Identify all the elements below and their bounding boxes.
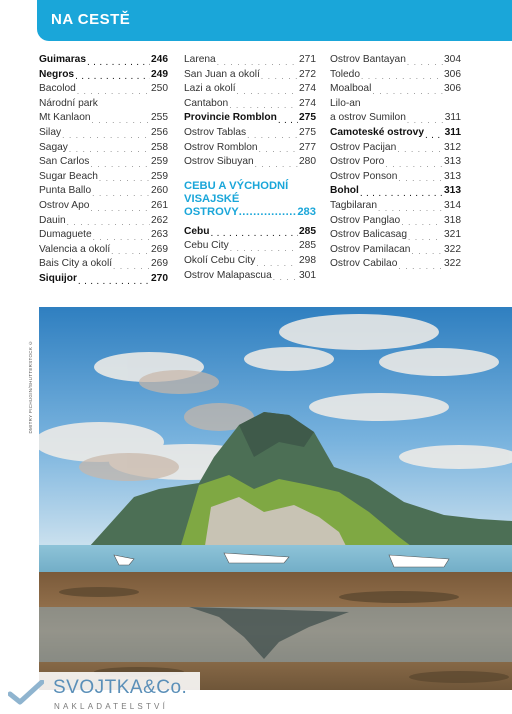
photo-credit: DMITRY PICHUGIN/SHUTTERSTOCK © — [28, 340, 33, 434]
toc-entry[interactable]: Sugar Beach . . . 259 — [39, 170, 168, 185]
publisher-name: SVOJTKA&Co. — [53, 677, 188, 698]
toc-entry[interactable]: Ostrov Pamilacan . . . 322 — [330, 243, 461, 258]
toc-entry[interactable]: Toledo . . . 306 — [330, 68, 461, 83]
section-heading[interactable]: CEBU A VÝCHODNÍ VISAJSKÉ OSTROVY ..... 283 — [184, 180, 316, 219]
toc-entry[interactable]: Lazi a okolí . . . 274 — [184, 82, 316, 97]
toc-entry[interactable]: Cantabon . . . 274 — [184, 97, 316, 112]
toc-entry[interactable]: Tagbilaran . . . 314 — [330, 199, 461, 214]
toc-entry[interactable]: San Carlos . . . 259 — [39, 155, 168, 170]
toc-entry[interactable]: Ostrov Balicasag . . . 321 — [330, 228, 461, 243]
toc-entry[interactable]: Dumaguete . . . 263 — [39, 228, 168, 243]
toc-entry[interactable]: Ostrov Bantayan . . . 304 — [330, 53, 461, 68]
toc-entry[interactable]: Ostrov Poro . . . 313 — [330, 155, 461, 170]
toc-entry[interactable]: Punta Ballo . . . 260 — [39, 184, 168, 199]
toc-entry[interactable]: Ostrov Tablas . . . 275 — [184, 126, 316, 141]
publisher-subtitle: NAKLADATELSTVÍ — [54, 702, 169, 711]
toc-entry[interactable]: Ostrov Panglao . . . 318 — [330, 214, 461, 229]
toc-entry[interactable]: Ostrov Apo . . . 261 — [39, 199, 168, 214]
checkmark-icon — [8, 680, 44, 706]
toc-entry[interactable]: Sagay . . . 258 — [39, 141, 168, 156]
toc-entry[interactable]: Ostrov Sibuyan . . . 280 — [184, 155, 316, 170]
toc-entry[interactable]: Provincie Romblon . . . 275 — [184, 111, 316, 126]
toc-entry[interactable]: Ostrov Cabilao . . . 322 — [330, 257, 461, 272]
toc-entry[interactable]: Bacolod . . . 250 — [39, 82, 168, 97]
toc-entry[interactable]: Ostrov Ponson . . . 313 — [330, 170, 461, 185]
publisher-logo — [0, 672, 200, 714]
toc-entry[interactable]: Valencia a okolí . . . 269 — [39, 243, 168, 258]
chapter-banner — [37, 0, 512, 41]
toc-entry[interactable]: Bais City a okolí . . . 269 — [39, 257, 168, 272]
toc-entry[interactable]: Ostrov Pacijan . . . 312 — [330, 141, 461, 156]
toc-entry[interactable]: Negros . . . 249 — [39, 68, 168, 83]
toc-column-3 — [330, 53, 461, 272]
toc-entry[interactable]: Siquijor . . . 270 — [39, 272, 168, 287]
landscape-photo — [39, 307, 512, 690]
toc-entry[interactable]: Guimaras . . . 246 — [39, 53, 168, 68]
toc-entry[interactable]: Larena . . . 271 — [184, 53, 316, 68]
toc-column-2 — [184, 53, 316, 283]
toc-entry[interactable]: Lilo-an a ostrov Sumilon . . . 311 — [330, 97, 461, 126]
toc-entry[interactable]: Cebu City . . . 285 — [184, 239, 316, 254]
toc-column-1 — [39, 53, 168, 287]
toc-entry[interactable]: Bohol . . . 313 — [330, 184, 461, 199]
toc-entry[interactable]: Silay . . . 256 — [39, 126, 168, 141]
toc-entry[interactable]: Okolí Cebu City . . . 298 — [184, 254, 316, 269]
toc-entry[interactable]: Dauin . . . 262 — [39, 214, 168, 229]
chapter-title: NA CESTĚ — [51, 11, 131, 28]
toc-entry[interactable]: Ostrov Romblon . . . 277 — [184, 141, 316, 156]
toc-entry[interactable]: Ostrov Malapascua . . . 301 — [184, 269, 316, 284]
toc-entry[interactable]: Cebu . . . 285 — [184, 225, 316, 240]
toc-entry[interactable]: San Juan a okolí . . . 272 — [184, 68, 316, 83]
toc-entry[interactable]: Camoteské ostrovy . . . 311 — [330, 126, 461, 141]
toc-entry[interactable]: Moalboal . . . 306 — [330, 82, 461, 97]
toc-entry[interactable]: Národní park Mt Kanlaon . . . 255 — [39, 97, 168, 126]
